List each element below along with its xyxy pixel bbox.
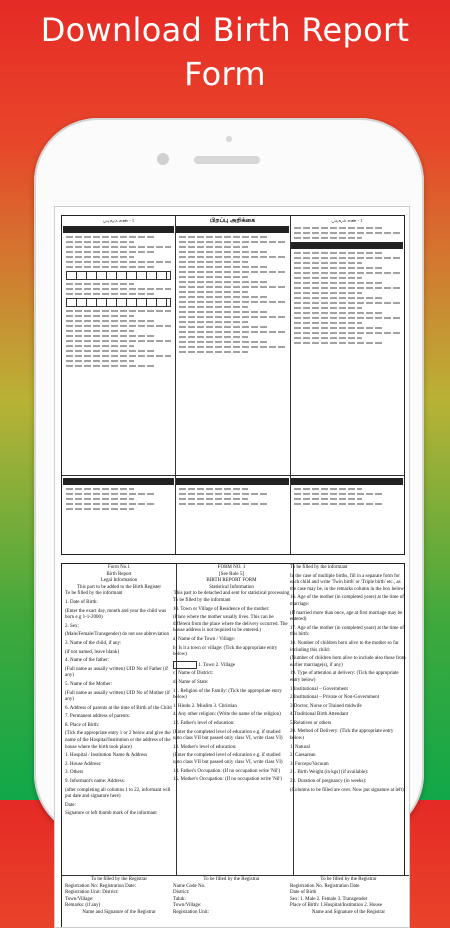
- registrar-note: To be filled by the Registrar: [203, 877, 260, 882]
- english-col1-footer: [62, 875, 176, 928]
- tamil-col2-head: பிறப்பு அறிக்கை: [209, 218, 256, 224]
- tamil-form-column-3: [290, 216, 404, 554]
- place-of-birth-options-label: Place of Birth: 1.Hospital/Institution 2. House: [290, 903, 383, 909]
- c3-item: In the case of multiple births, fill in a separate form for each child and write 'Twin birth' or 'Triple birth' etc., as the case may be, in the remarks column in the box below: [290, 573, 404, 592]
- c3-item: 4.Traditional Birth Attendant: [290, 712, 349, 718]
- earpiece-speaker: [194, 156, 260, 164]
- front-camera-icon: [157, 153, 169, 165]
- c2-item: 1. Hindu 2. Muslim 3. Christian: [173, 703, 237, 709]
- tamil-col2-footer: [175, 475, 290, 554]
- c1-item: To be filled by the informant: [65, 591, 123, 597]
- c2-item: a) Name of the Town / Village:: [173, 636, 235, 642]
- date-of-birth-label: Date of Birth: [290, 890, 317, 896]
- c1-item: 1. Hospital / Institution Name & Address: [65, 753, 148, 759]
- c1-item: 2. Sex:: [65, 623, 79, 629]
- remarks-label: Remarks: (if any): [65, 903, 101, 909]
- form-no-label: Form No.1: [108, 565, 130, 570]
- c1-item: (if not named, leave blank): [65, 649, 120, 655]
- c1-item: (Enter the exact day, month and year the child was born e.g 1-1-2000): [65, 608, 167, 621]
- registration-no-label: Registration No.: [290, 883, 324, 889]
- registrar-signature-label: Name and Signature of the Registrar: [311, 909, 386, 915]
- registration-date-label: Registration Date: [324, 883, 360, 889]
- birth-report-label: Birth Report: [106, 571, 132, 577]
- c1-item: 8. Place of Birth:: [65, 722, 100, 728]
- title-line-1: Download Birth Report: [40, 11, 410, 49]
- legal-information-label: Legal Information: [100, 578, 138, 584]
- c1-item: 6. Address of parents at the time of Birth of the Child: [65, 705, 172, 711]
- registrar-note: To be filled by the Registrar: [90, 877, 148, 882]
- c2-item: (Place where the mother usually lives. This can be different from the place where the delivery occurred. The house address is not required to be entered.): [173, 615, 288, 634]
- registrar-note: To be filled by the Registrar: [320, 877, 377, 882]
- c2-item: To be filled by the informant: [173, 597, 231, 603]
- english-birth-report-form-image[interactable]: [61, 563, 405, 928]
- c3-item: 1. Natural: [290, 744, 310, 750]
- town-village-label: Town/Village:: [173, 903, 202, 909]
- english-form-column-1: [62, 564, 177, 928]
- registration-no-label: Registration No:: [65, 883, 99, 889]
- c1-item: 5. Name of the Mother:: [65, 681, 113, 687]
- c1-item: 2. House Address:: [65, 761, 102, 767]
- c2-item: 15. Mother's Occupation: (If no occupation write 'Nil'): [173, 777, 283, 783]
- district-label: District:: [102, 890, 119, 896]
- registrar-signature-label: Name and Signature of the Registrar: [82, 909, 156, 915]
- tamil-col1-footer: [62, 475, 175, 554]
- register-note: This part to be added to the Birth Register: [76, 584, 162, 590]
- town-village-label: Town/Village:: [65, 896, 94, 902]
- c3-item: (Columns to be filled are over. Now put signature at left): [290, 787, 404, 793]
- c1-item: (Full name as usually written) UID No of Mother (if any): [65, 690, 170, 703]
- sensor-dot: [226, 136, 232, 142]
- c1-item: (Tick the appropriate entry 1 or 2 below and give the name of the Hospital/Institution or the address of the house where the birth took place): [65, 731, 171, 750]
- c3-item: 16. Age of the mother (in completed years) at the time of marriage:: [290, 595, 404, 607]
- code-no-label: Code No.: [186, 883, 206, 889]
- tamil-col1-head: படிவம் எண் - 1: [102, 218, 135, 223]
- c3-item: To be filled by the informant: [290, 565, 348, 570]
- c2-item: (Enter the completed level of education e.g. if studied upto class VII but passed only class VI, write class VI): [173, 753, 283, 765]
- english-col3-footer: [287, 875, 410, 928]
- tamil-col3-head: படிவம் எண் - 1: [331, 218, 363, 223]
- c2-item: 14. Father's Occupation: (If no occupation write 'Nil'): [173, 768, 281, 774]
- phone-frame: [34, 118, 424, 915]
- c2-item: [173, 661, 290, 670]
- c1-item: (Full name as usually written) UID No of Father (if any): [65, 666, 168, 679]
- phone-screen[interactable]: [54, 206, 410, 928]
- form-no-1-label: FORM NO. 1: [217, 565, 246, 570]
- c3-item: 18. Number of children born alive to the mother so far including this child:: [290, 640, 399, 653]
- c1-item: 7. Permanent address of parents:: [65, 714, 131, 720]
- c3-item: 2. Caesarean: [290, 753, 316, 759]
- c3-item: (If married more than once, age at first marriage may be entered): [290, 610, 403, 623]
- c2-item: 10. Town or Village of Residence of the mother:: [173, 606, 270, 612]
- tamil-form-column-1: [62, 216, 176, 554]
- taluk-label: Taluk:: [173, 896, 186, 902]
- registration-unit-label: Registration Unit:: [173, 909, 209, 915]
- c2-item: (Enter the completed level of education e.g. if studied upto class VII but passed only class VI, write class VI): [173, 729, 283, 742]
- tamil-col3-bar: [291, 242, 403, 249]
- tamil-birth-report-form-image[interactable]: [61, 215, 405, 555]
- c3-item: 3.Doctor, Nurse or Trained midwife: [290, 703, 362, 709]
- registration-date-label: Registration Date:: [99, 883, 136, 889]
- c3-item: 17. Age of the mother (in completed years) at the time of this birth:: [290, 625, 404, 638]
- title-line-2: Form: [184, 55, 266, 93]
- c2-item: b) Is it a town or village: (Tick the appropriate entry below): [173, 645, 278, 658]
- english-form-column-2: [170, 564, 294, 928]
- tamil-form-column-2: [175, 216, 291, 554]
- tamil-col2-bar: [176, 226, 289, 233]
- checkbox: [173, 661, 197, 669]
- detach-note: This part to be detached and sent for statistical processing: [173, 591, 290, 597]
- c3-item: 19. Type of attention at delivery: (Tick the appropriate entry below): [290, 671, 399, 683]
- page-title: [0, 8, 450, 96]
- c3-item: 5.Relatives or others: [290, 720, 332, 726]
- c1-item: 1. Date of Birth:: [65, 599, 98, 605]
- c2-item: 11. Religion of the Family: (Tick the appropriate entry below): [173, 688, 282, 701]
- c3-item: 22. Duration of pregnancy (in weeks):: [290, 779, 367, 785]
- c3-item: 2.Institutional – Private or Non-Government: [290, 695, 380, 701]
- see-rule-label: [See Rule 5]: [219, 571, 244, 577]
- c1-item: Date:: [65, 802, 76, 808]
- c2-item: 12. Father's level of education:: [173, 721, 235, 727]
- sex-options-label: Sex: 1. Male 2. Female 3. Transgender: [290, 896, 368, 902]
- c3-item: 1.Institutional – Government: [290, 686, 348, 692]
- c1-item: Signature or left thumb mark of the informant: [65, 811, 157, 817]
- english-form-column-3: [287, 564, 410, 928]
- birth-report-form-label: BIRTH REPORT FORM: [206, 578, 257, 584]
- tamil-col1-bar: [63, 226, 174, 233]
- c1-item: 3. Name of the child, if any:: [65, 640, 122, 646]
- statistical-information-label: Statistical Information: [209, 584, 254, 590]
- c2-item: 4. Any other religion: (Write the name of the religion): [173, 712, 281, 718]
- district-label: District:: [173, 890, 190, 896]
- c2-item: c) Name of District:: [173, 671, 214, 677]
- c1-item: 9. Informant's name: Address:: [65, 779, 126, 785]
- c2-item: d) Name of State:: [173, 680, 209, 686]
- c1-item: 3. Others: [65, 770, 84, 776]
- c3-item: 3. Forceps/Vacuum: [290, 761, 329, 767]
- tamil-col3-footer: [290, 475, 404, 554]
- c3-item: 21. Birth Weight (in kgs) (if available):: [290, 770, 369, 776]
- c1-item: (after completing all columns 1 to 22, informant will put date and signature here): [65, 787, 171, 800]
- english-col2-footer: [170, 875, 293, 928]
- town-village-options: 1. Town 2. Village: [198, 662, 236, 668]
- c1-item: 4. Name of the father:: [65, 658, 110, 664]
- name-label: Name: [173, 883, 185, 889]
- registration-unit-label: Registration Unit:: [65, 890, 101, 896]
- c1-item: (Male/Female/Transgender) do not use abbreviation: [65, 632, 169, 638]
- c3-item: (Number of children born alive to include also those from earlier marriage(s), if any): [290, 656, 406, 668]
- c2-item: 13. Mother's level of education:: [173, 744, 237, 750]
- c3-item: 20. Method of Delivery: (Tick the appropriate entry below): [290, 729, 394, 742]
